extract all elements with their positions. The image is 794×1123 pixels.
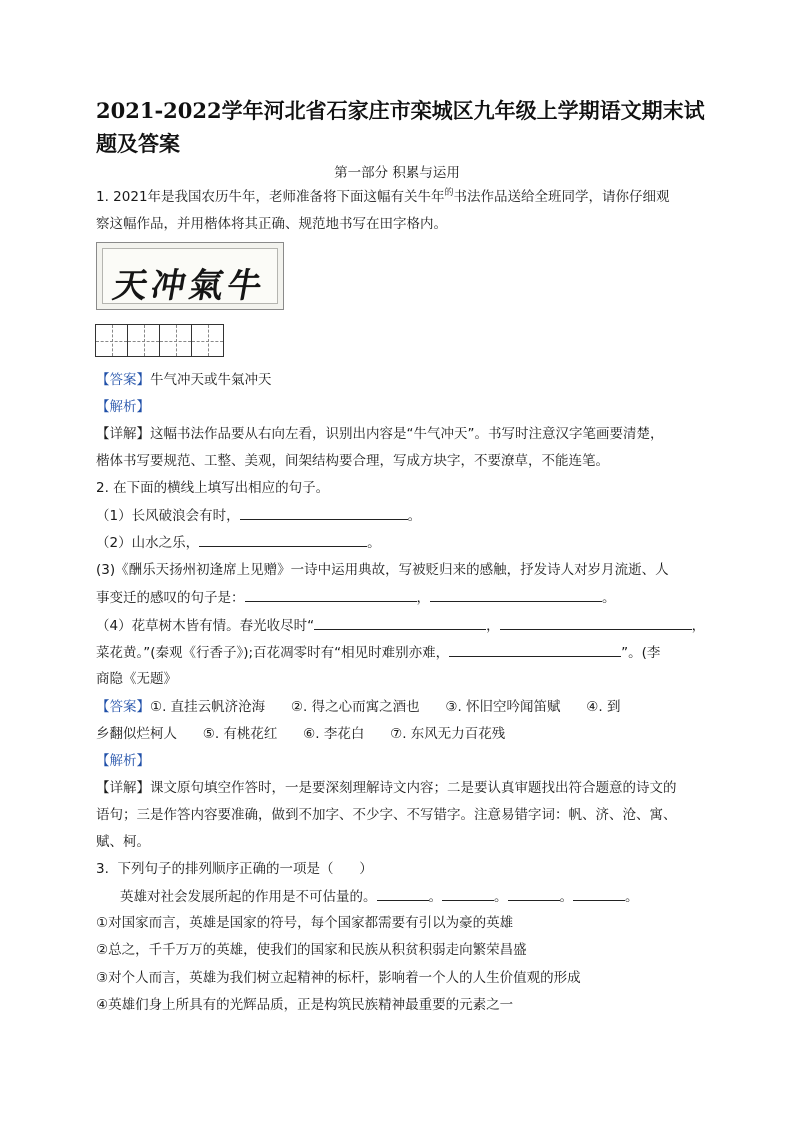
q2-item4-text-b: 菜花黄。”(秦观《行香子》);百花凋零时有“相见时难别亦难，	[96, 645, 450, 661]
punctuation: 。	[367, 535, 381, 551]
fill-blank[interactable]	[442, 886, 494, 901]
tianzige-cell	[95, 324, 128, 357]
q2-item2-text: （2）山水之乐，	[96, 535, 200, 551]
fill-blank[interactable]	[377, 886, 429, 901]
detail-tag: 【详解】	[96, 426, 150, 442]
q1-answer	[96, 370, 706, 390]
q1-detail-line2: 楷体书写要规范、工整、美观，间架结构要合理，写成方块字，不要潦草，不能连笔。	[96, 453, 609, 469]
fill-blank[interactable]	[573, 886, 625, 901]
punctuation: ，	[486, 618, 500, 634]
punctuation: 。	[625, 889, 639, 905]
answer-tag: 【答案】	[96, 699, 150, 715]
q2-stem: 2. 在下面的横线上填写出相应的句子。	[96, 480, 330, 496]
q2-item2	[96, 532, 706, 553]
tianzige-cell	[159, 324, 192, 357]
q2-item4-line3: 商隐《无题》	[96, 671, 177, 687]
q2-item1-text: （1）长风破浪会有时，	[96, 508, 240, 524]
q1-detail-text1: 这幅书法作品要从右向左看，识别出内容是“牛气冲天”。书写时注意汉字笔画要清楚，	[150, 426, 664, 442]
fill-blank[interactable]	[314, 615, 486, 630]
q2-detail-line3: 赋、柯。	[96, 834, 150, 850]
punctuation: 。	[407, 508, 422, 524]
q2-detail-text1: 课文原句填空作答时，一是要深刻理解诗文内容；二是要认真审题找出符合题意的诗文的	[150, 780, 677, 796]
fill-blank[interactable]	[240, 505, 408, 520]
calligraphy-frame	[102, 248, 278, 304]
q1-detail-line1	[96, 424, 706, 444]
q1-stem-line1	[96, 187, 706, 209]
answer-tag: 【答案】	[96, 372, 150, 388]
fill-blank[interactable]	[508, 886, 560, 901]
q1-stem-text-a: 1. 2021年是我国农历牛年，老师准备将下面这幅有关牛年	[96, 189, 445, 205]
q3-lead-text: 英雄对社会发展所起的作用是不可估量的。	[120, 889, 377, 905]
q1-stem-text-b: 书法作品送给全班同学，请你仔细观	[453, 189, 670, 205]
q2-item3-line2	[96, 587, 706, 608]
tianzige-cell	[127, 324, 160, 357]
fill-blank[interactable]	[199, 532, 367, 547]
q2-item4-text-a: （4）花草树木皆有情。春光收尽时“	[96, 618, 315, 634]
punctuation: ，	[691, 618, 706, 634]
q1-stem-superscript: 的	[444, 188, 454, 198]
q3-option-2: ②总之，千千万万的英雄，使我们的国家和民族从积贫积弱走向繁荣昌盛	[96, 942, 527, 958]
q2-detail-line2: 语句；三是作答内容要准确，做到不加字、不少字、不写错字。注意易错字词：帆、济、沧、寓、	[96, 807, 677, 823]
q2-answer-line1	[96, 697, 706, 717]
q2-item3-line1: (3)《酬乐天扬州初逢席上见赠》一诗中运用典故，写被贬归来的感触，抒发诗人对岁月流逝、人	[96, 562, 669, 578]
fill-blank[interactable]	[245, 587, 417, 602]
calligraphy-artwork	[96, 242, 284, 310]
punctuation: 。	[428, 889, 442, 905]
q2-item1	[96, 505, 706, 526]
q1-stem-line2: 察这幅作品，并用楷体将其正确、规范地书写在田字格内。	[96, 216, 447, 232]
q1-answer-text: 牛气冲天或牛氣冲天	[150, 372, 272, 388]
fill-blank[interactable]	[430, 587, 602, 602]
q2-item4-text-end: ”。(李	[621, 645, 661, 661]
q3-option-4: ④英雄们身上所具有的光辉品质，正是构筑民族精神最重要的元素之一	[96, 997, 514, 1013]
tianzige-grid	[96, 324, 224, 357]
q3-lead	[120, 886, 730, 907]
fill-blank[interactable]	[500, 615, 692, 630]
punctuation: 。	[559, 889, 573, 905]
q2-detail-line1	[96, 778, 706, 798]
punctuation: 。	[494, 889, 508, 905]
q3-option-1: ①对国家而言，英雄是国家的符号，每个国家都需要有引以为豪的英雄	[96, 915, 514, 931]
q2-item3-text: 事变迁的感叹的句子是：	[96, 590, 245, 606]
document-title: 2021-2022学年河北省石家庄市栾城区九年级上学期语文期末试题及答案	[96, 98, 705, 156]
q2-answer-text1: ①. 直挂云帆济沧海 ②. 得之心而寓之酒也 ③. 怀旧空吟闻笛赋 ④. 到	[150, 699, 621, 715]
q3-stem: 3. 下列句子的排列顺序正确的一项是（ ）	[96, 861, 373, 877]
q3-option-3: ③对个人而言，英雄为我们树立起精神的标杆，影响着一个人的人生价值观的形成	[96, 970, 581, 986]
q2-item4-line1	[96, 615, 706, 636]
punctuation: 。	[602, 590, 616, 606]
calligraphy-characters: 天冲氣牛	[109, 266, 269, 306]
punctuation: ，	[416, 590, 430, 606]
q1-analysis-tag: 【解析】	[96, 399, 150, 415]
q2-analysis-tag: 【解析】	[96, 753, 150, 769]
section-heading: 第一部分 积累与运用	[334, 165, 460, 181]
fill-blank[interactable]	[449, 642, 621, 657]
tianzige-cell	[191, 324, 224, 357]
detail-tag: 【详解】	[96, 780, 150, 796]
q2-answer-line2: 乡翻似烂柯人 ⑤. 有桃花红 ⑥. 李花白 ⑦. 东风无力百花残	[96, 726, 506, 742]
q2-item4-line2	[96, 642, 706, 663]
